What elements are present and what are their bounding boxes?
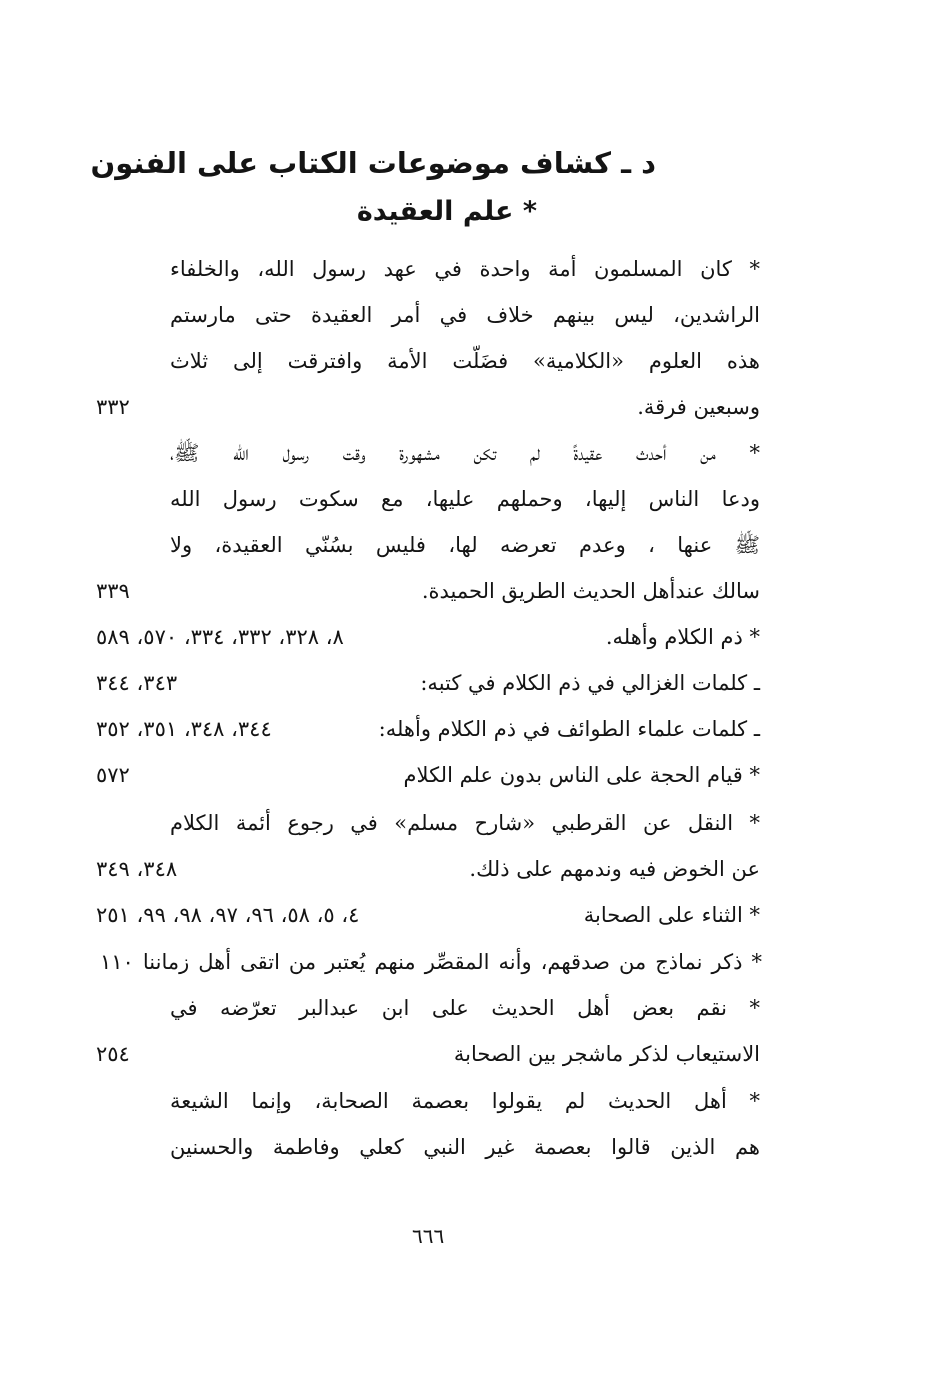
entry-line: الاستيعاب لذكر ماشجر بين الصحابة [453, 1042, 760, 1066]
entry-line: وسبعين فرقة. [637, 395, 760, 419]
entry-page-ref: ٣٣٢ [96, 395, 130, 419]
entry-page-ref: ٣٤٨، ٣٤٩ [96, 857, 178, 881]
entry-page-ref: ٢٥٤ [96, 1042, 130, 1066]
entry-line: * أهل الحديث لم يقولوا بعصمة الصحابة، وإنما الشيعة [170, 1089, 760, 1113]
entry-page-ref: ٣٤٤، ٣٤٨، ٣٥١، ٣٥٢ [96, 717, 272, 741]
index-heading: د ـ كشاف موضوعات الكتاب على الفنون [90, 146, 656, 180]
entry-line: هم الذين قالوا بعصمة غير النبي كعلي وفاطمة والحسنين [170, 1135, 760, 1159]
entry-line: ﷺ عنها ، وعدم تعرضه لها، فليس بسُنّي العقيدة، ولا [170, 533, 760, 557]
entry-line: * من أحدث عقيدةً لم تكن مشهورة وقت رسول الله ﷺ، [170, 441, 760, 465]
entry-page-ref: ٥٧٢ [96, 763, 130, 787]
entry-line: الراشدين، ليس بينهم خلاف في أمر العقيدة حتى مارستم [170, 303, 760, 327]
entry-page-ref: ٨، ٣٢٨، ٣٣٢، ٣٣٤، ٥٧٠، ٥٨٩ [96, 625, 344, 649]
section-heading: * علم العقيدة [356, 196, 537, 227]
entry-page-ref: ٣٤٣، ٣٤٤ [96, 671, 178, 695]
entry-page-ref: ٤، ٥، ٥٨، ٩٦، ٩٧، ٩٨، ٩٩، ٢٥١ [96, 903, 360, 927]
page-number: ٦٦٦ [412, 1224, 445, 1248]
entry-line: * ذم الكلام وأهله. [605, 625, 760, 649]
entry-line: عن الخوض فيه وندمهم على ذلك. [469, 857, 760, 881]
entry-line: * ذكر نماذج من صدقهم، وأنه المقصِّر منهم يُعتبر من اتقى أهل زماننا ١١٠ [100, 950, 762, 974]
entry-line: * نقم بعض أهل الحديث على ابن عبدالبر تعرّضه في [170, 996, 760, 1020]
entry-line: * كان المسلمون أمة واحدة في عهد رسول الله، والخلفاء [170, 257, 760, 281]
entry-line: * الثناء على الصحابة [583, 903, 760, 927]
entry-line: ـ كلمات علماء الطوائف في ذم الكلام وأهله: [378, 717, 760, 741]
entry-line: * قيام الحجة على الناس بدون علم الكلام [403, 763, 760, 787]
entry-page-ref: ٣٣٩ [96, 579, 130, 603]
entry-line: سالك عندأهل الحديث الطريق الحميدة. [421, 579, 760, 603]
entry-line: * النقل عن القرطبي «شارح مسلم» في رجوع أئمة الكلام [170, 811, 760, 835]
entry-line: ودعا الناس إليها، وحملهم عليها، مع سكوت رسول الله [170, 487, 760, 511]
entry-line: هذه العلوم «الكلامية» فضَلّت الأمة وافترقت إلى ثلاث [170, 349, 760, 373]
entry-line: ـ كلمات الغزالي في ذم الكلام في كتبه: [420, 671, 760, 695]
